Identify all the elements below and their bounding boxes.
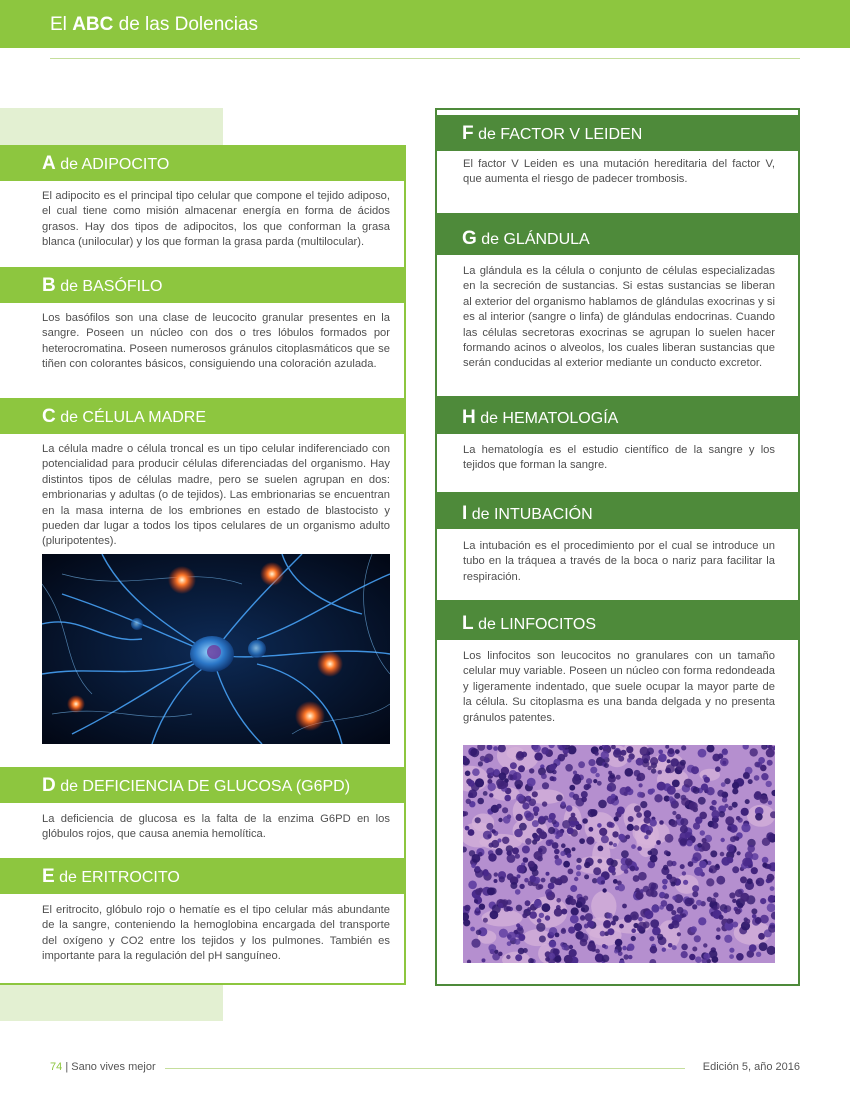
section-i-title: de INTUBACIÓN — [471, 506, 593, 523]
section-i-text: La intubación es el procedimiento por el cual se introduce un tubo en la tráquea a través de la boca o nariz para facilitar la respiración. — [463, 540, 775, 583]
section-d-title: de DEFICIENCIA DE GLUCOSA (G6PD) — [60, 778, 351, 795]
section-h-title: de HEMATOLOGÍA — [480, 410, 619, 427]
section-e-text: El eritrocito, glóbulo rojo o hematíe es el tipo celular más abundante de la sangre, conteniendo la hemoglobina encargada del transporte del oxígeno y CO2 entre los tejidos y los pulmones. También es importante para la regulación del pH sanguíneo. — [42, 904, 390, 963]
section-h-text: La hematología es el estudio científico de la sangre y los tejidos que forman la sangre. — [463, 444, 775, 472]
page-title — [50, 15, 258, 34]
magazine-name: Sano vives mejor — [71, 1061, 156, 1073]
header-rule — [50, 58, 800, 59]
section-b-title: de BASÓFILO — [60, 278, 163, 295]
neuron-image — [42, 554, 390, 744]
section-c-title: de CÉLULA MADRE — [60, 409, 207, 426]
section-a-text: El adipocito es el principal tipo celular que compone el tejido adiposo, el cual tiene como misión almacenar energía en forma de ácidos grasos. Hay dos tipos de adipocitos, los que conforman la grasa blanca (unilocular) y los que forman la grasa parda (multilocular). — [42, 190, 390, 249]
deco-block-top — [0, 108, 223, 145]
section-d-letter: D — [42, 775, 56, 796]
section-b-text: Los basófilos son una clase de leucocito granular presentes en la sangre. Poseen un núcleo con dos o tres lóbulos formados por heterocromatina. Poseen numerosos gránulos citoplasmáticos que se tiñen con colorantes básicos, consiguiendo una coloración azulada. — [42, 312, 390, 371]
section-l-letter: L — [462, 613, 474, 634]
section-f-header — [435, 115, 800, 151]
section-e-title: de ERITROCITO — [59, 869, 180, 886]
section-c-letter: C — [42, 406, 56, 427]
section-g-title: de GLÁNDULA — [481, 231, 590, 248]
section-l-text: Los linfocitos son leucocitos no granulares con un tamaño celular muy variable. Poseen un núcleo con forma redondeada y ligeramente indentado, que suele ocupar la mayor parte de la célula. Su citoplasma es una banda delgada y no presenta gránulos patentes. — [463, 650, 775, 724]
section-b-header — [0, 267, 404, 303]
edition-text: Edición 5, año 2016 — [702, 1061, 800, 1073]
section-f-text: El factor V Leiden es una mutación hereditaria del factor V, que aumenta el riesgo de padecer trombosis. — [463, 158, 775, 186]
title-bold: ABC — [72, 14, 114, 35]
right-column — [435, 108, 800, 986]
section-l-header — [435, 600, 800, 640]
section-i-header — [435, 492, 800, 529]
section-f-title: de FACTOR V LEIDEN — [478, 126, 643, 143]
footer-rule — [165, 1068, 685, 1069]
section-d-header — [0, 767, 404, 803]
section-h-header — [435, 396, 800, 434]
section-b-letter: B — [42, 275, 56, 296]
section-c-text: La célula madre o célula troncal es un tipo celular indiferenciado con potencialidad para producir células diferenciadas del organismo. Hay distintos tipos de células madre, pero se suelen agrupan en dos: embrionarias y adultas (o de tejidos). Las embrionarias se encuentran en la masa interna de los embriones en estado de blastocisto y pueden dar lugar a todos los tipos celulares de un organismo adulto (pluripotentes). — [42, 443, 390, 548]
section-c-header — [0, 398, 404, 434]
section-d-text: La deficiencia de glucosa es la falta de la enzima G6PD en los glóbulos rojos, que causa anemia hemolítica. — [42, 813, 390, 841]
section-g-header — [435, 213, 800, 255]
section-f-letter: F — [462, 123, 474, 144]
deco-block-bottom — [0, 985, 223, 1021]
section-g-text: La glándula es la célula o conjunto de células especializadas en la secreción de sustancias. Si estas sustancias se liberan al exterior del organismo hablamos de glándulas exocrinas y si es al interior (sangre o linfa) de glándulas endocrinas. Cuando las células secretoras exocrinas se agrupan lo suelen hacer formando acinos o alveolos, los cuales liberan sustancias que serán conducidas al exterior mediante un conducto excretor. — [463, 265, 775, 370]
title-prefix: El — [50, 14, 67, 35]
section-g-letter: G — [462, 228, 477, 249]
section-l-title: de LINFOCITOS — [478, 616, 597, 633]
footer-left — [50, 1061, 156, 1073]
section-a-title: de ADIPOCITO — [60, 156, 170, 173]
page-number: 74 — [50, 1061, 63, 1073]
section-e-header — [0, 858, 404, 894]
section-a-letter: A — [42, 153, 56, 174]
section-a-header — [0, 145, 404, 181]
section-h-letter: H — [462, 407, 476, 428]
footer-separator: | — [65, 1061, 69, 1073]
lymphocyte-image — [463, 745, 775, 963]
title-suffix: de las Dolencias — [118, 14, 259, 35]
section-e-letter: E — [42, 866, 55, 887]
left-column — [0, 145, 406, 985]
section-i-letter: I — [462, 503, 468, 524]
header-bar — [0, 0, 850, 48]
